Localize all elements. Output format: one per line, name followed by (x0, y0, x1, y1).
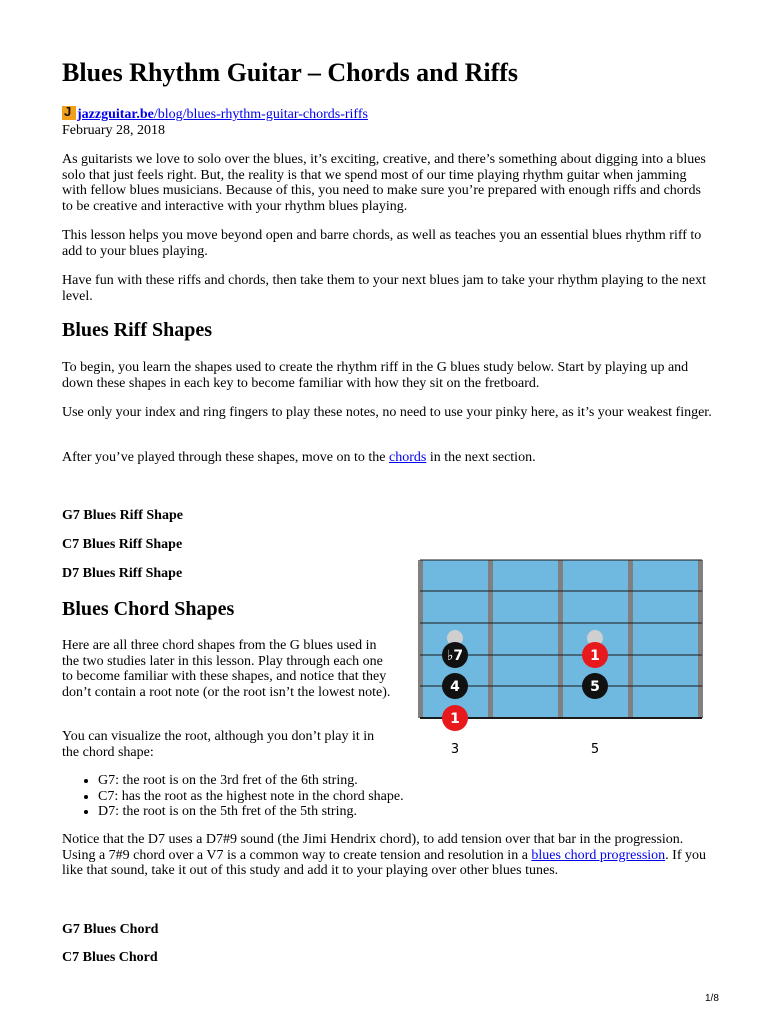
bullet-item-g7: • G7: the root is on the 3rd fret of the 6th string. (98, 773, 498, 789)
note-label: 1 (590, 648, 600, 664)
publish-date: February 28, 2018 (62, 123, 166, 138)
source-link[interactable]: jazzguitar.be/blog/blues-rhythm-guitar-chords-riffs (77, 107, 368, 122)
c7-riff-shape-label: C7 Blues Riff Shape (62, 537, 183, 552)
fret-number-label: 5 (590, 742, 600, 757)
d7-riff-shape-label: D7 Blues Riff Shape (62, 566, 183, 581)
chord-note-marker (582, 673, 608, 699)
chord-note-marker (442, 642, 468, 668)
bullet-item-d7: • D7: the root is on the 5th fret of the 5th string. (98, 804, 498, 820)
g7-riff-shape-label: G7 Blues Riff Shape (62, 508, 183, 523)
fret-wire (418, 560, 423, 718)
note-label: 4 (450, 679, 460, 695)
riff-paragraph-1: To begin, you learn the shapes used to create the rhythm riff in the G blues study below. Start by playing up and down these shapes in each key to become familiar with how they sit on the fretboard. (62, 360, 689, 391)
source-url (62, 106, 368, 123)
note-label: 1 (450, 711, 460, 727)
fretboard-diagram (416, 556, 706, 761)
chord-paragraph-3: Notice that the D7 uses a D7#9 sound (the Jimi Hendrix chord), to add tension over that bar in the progression. Using a 7#9 chord over a V7 is a common way to create tension and resolution in a blues chord progression. If you like that sound, take it out of this study and add it to your playing over other blues tunes. (62, 832, 706, 878)
chord-section-heading: Blues Chord Shapes (62, 598, 235, 620)
guitar-string (420, 591, 702, 592)
intro-paragraph-2: This lesson helps you move beyond open and barre chords, as well as teaches you an essential blues rhythm riff to add to your blues playing. (62, 228, 702, 259)
intro-paragraph-3: Have fun with these riffs and chords, then take them to your next blues jam to take your rhythm playing to the next level. (62, 273, 706, 304)
chord-paragraph-1: Here are all three chord shapes from the G blues used in the two studies later in this lesson. Play through each one to become familiar with these shapes, and notice that they don’t contain a root note (or the root isn’t the lowest note). (62, 638, 391, 700)
g7-chord-label: G7 Blues Chord (62, 922, 159, 937)
root-note-marker (442, 705, 468, 731)
chord-paragraph-2: You can visualize the root, although you don’t play it in the chord shape: (62, 729, 375, 760)
note-label: ♭7 (446, 648, 464, 664)
chords-link[interactable]: chords (388, 450, 427, 465)
riff-paragraph-2: Use only your index and ring fingers to play these notes, no need to use your pinky here, as it’s your weakest finger. (62, 405, 712, 420)
riff-section-heading: Blues Riff Shapes (62, 319, 213, 341)
guitar-string (420, 623, 702, 624)
root-bullet-list (62, 773, 498, 820)
fret-wire (628, 560, 633, 718)
fret-wire (558, 560, 563, 718)
page-title: Blues Rhythm Guitar – Chords and Riffs (62, 58, 519, 87)
riff-paragraph-3: After you’ve played through these shapes, move on to the chords in the next section. (62, 450, 536, 465)
intro-paragraph-1: As guitarists we love to solo over the blues, it’s exciting, creative, and there’s something about digging into a blues solo that just feels right. But, the reality is that we spend most of our time playing rhythm guitar when jamming with fellow blues musicians. Because of this, you need to make sure you’re prepared with enough riffs and chords to be creative and interactive with your rhythm blues playing. (62, 152, 706, 214)
note-label: 5 (590, 679, 600, 695)
root-note-marker (582, 642, 608, 668)
blues-chord-progression-link[interactable]: blues chord progression (531, 847, 666, 863)
jazzguitar-favicon-icon: J (62, 106, 76, 120)
page-number: 1/8 (705, 993, 719, 1004)
fret-wire (488, 560, 493, 718)
fret-number-label: 3 (450, 742, 460, 757)
guitar-string (420, 560, 702, 561)
bullet-item-c7: • C7: has the root as the highest note in the chord shape. (98, 789, 498, 805)
chord-note-marker (442, 673, 468, 699)
fret-wire (698, 560, 703, 718)
c7-chord-label: C7 Blues Chord (62, 950, 158, 965)
